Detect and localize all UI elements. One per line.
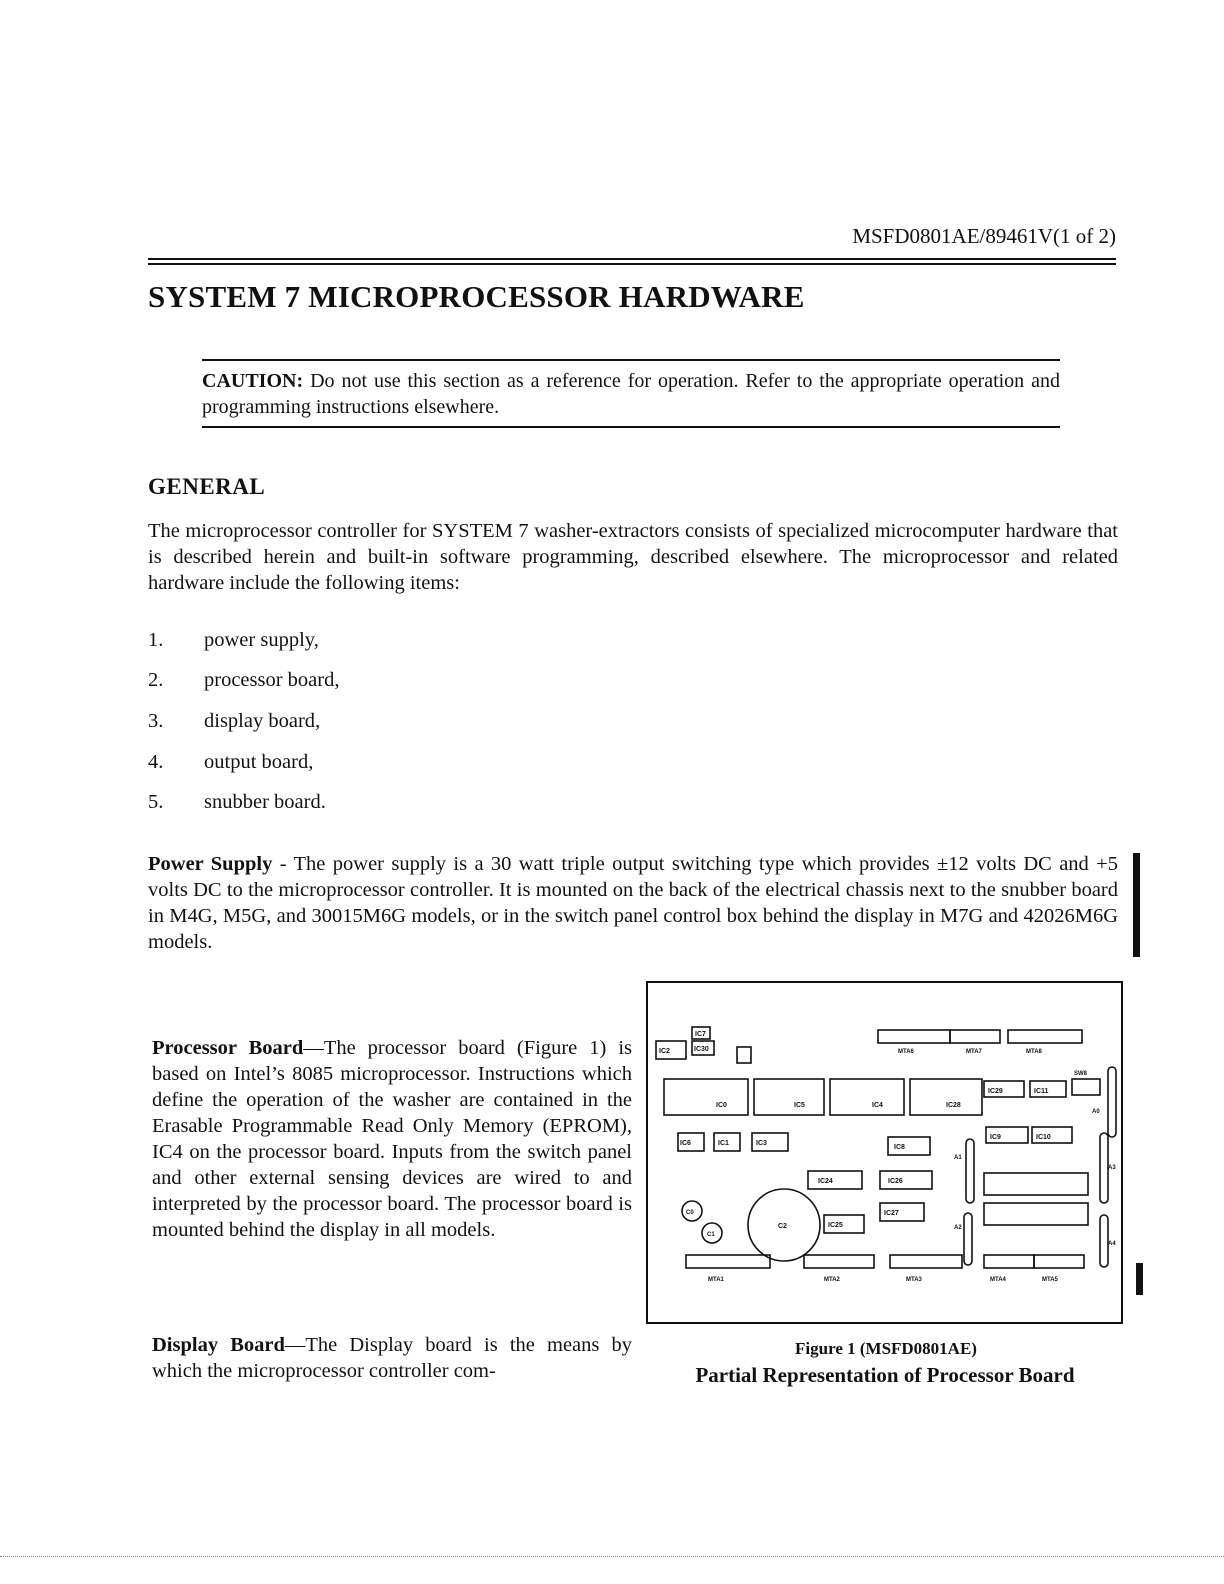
figure-caption-title: Partial Representation of Processor Board: [695, 1363, 1075, 1387]
processor-board-text: —The processor board (Figure 1) is based on Intel’s 8085 microprocessor. Instructions which define the operation of the washer are contained in the Erasable Programmable Read Only Memory (EPROM), IC4 on the processor board. Inputs from the switch panel and other external sensing devices are wired to and interpreted by the processor board. The processor board is mounted behind the display in all models.: [152, 1037, 633, 1241]
mta8-connector: [1008, 1030, 1082, 1043]
list-item: [148, 710, 320, 733]
mta4-label: MTA4: [990, 1277, 1006, 1283]
ic8-label: IC8: [894, 1144, 905, 1151]
ic4-label: IC4: [872, 1102, 883, 1109]
ic0-label: IC0: [716, 1102, 727, 1109]
mta2-connector: [804, 1255, 874, 1268]
ic5-chip: [754, 1079, 824, 1115]
mta8-label: MTA8: [1026, 1049, 1042, 1055]
ic24-chip: [808, 1171, 862, 1189]
ic5-label: IC5: [794, 1102, 805, 1109]
mta6-connector: [878, 1030, 950, 1043]
list-item: [148, 669, 339, 692]
relay-bank-lower: [984, 1203, 1088, 1225]
ic25-label: IC25: [828, 1222, 843, 1229]
c1-label: C1: [707, 1232, 715, 1238]
ic2-label: IC2: [659, 1048, 670, 1055]
ic0-chip: [664, 1079, 748, 1115]
document-id: MSFD0801AE/89461V(1 of 2): [852, 224, 1116, 248]
crystal-component: [737, 1047, 751, 1063]
ic26-label: IC26: [888, 1178, 903, 1185]
power-supply-paragraph: [148, 851, 1118, 955]
ic28-label: IC28: [946, 1102, 961, 1109]
figure-processor-board: [646, 981, 1123, 1324]
power-supply-text: - The power supply is a 30 watt triple output switching type which provides ±12 volts DC and +5 volts DC to the microprocessor controller. It is mounted on the back of the electrical chassis next to the snubber board in M4G, M5G, and 30015M6G models, or in the switch panel control box behind the display in M7G and 42026M6G models.: [148, 853, 1118, 953]
caution-label: CAUTION:: [202, 370, 304, 392]
mta2-label: MTA2: [824, 1277, 840, 1283]
processor-board-paragraph: [152, 1035, 632, 1243]
list-number: 3.: [148, 710, 164, 732]
list-text: processor board,: [204, 669, 340, 691]
section-heading-general: GENERAL: [148, 474, 266, 499]
mta3-label: MTA3: [906, 1277, 922, 1283]
ic10-label: IC10: [1036, 1134, 1051, 1141]
ic24-label: IC24: [818, 1178, 833, 1185]
a1-label: A1: [954, 1155, 962, 1161]
mta5-connector: [1034, 1255, 1084, 1268]
ic6-label: IC6: [680, 1140, 691, 1147]
list-number: 4.: [148, 751, 164, 773]
a2-label: A2: [954, 1225, 962, 1231]
figure-caption-number: Figure 1 (MSFD0801AE): [795, 1339, 977, 1358]
caution-note: [202, 368, 1060, 420]
mta3-connector: [890, 1255, 962, 1268]
change-bar: [1133, 853, 1140, 957]
list-text: output board,: [204, 751, 314, 773]
power-supply-label: Power Supply: [148, 853, 273, 875]
list-text: display board,: [204, 710, 321, 732]
header-rule: [148, 258, 1116, 265]
mta5-label: MTA5: [1042, 1277, 1058, 1283]
a1-connector: [966, 1139, 974, 1203]
ic3-label: IC3: [756, 1140, 767, 1147]
caution-top-rule: [202, 359, 1060, 361]
mta1-label: MTA1: [708, 1277, 724, 1283]
mta1-connector: [686, 1255, 770, 1268]
list-number: 1.: [148, 629, 164, 651]
scan-edge-noise: [0, 1556, 1224, 1557]
c2-label: C2: [778, 1223, 787, 1230]
list-number: 5.: [148, 791, 164, 813]
ic28-chip: [910, 1079, 982, 1115]
mta6-label: MTA6: [898, 1049, 914, 1055]
a0-label: A0: [1092, 1109, 1100, 1115]
switch-label: SW8: [1074, 1071, 1088, 1077]
display-board-paragraph: [152, 1332, 632, 1384]
list-number: 2.: [148, 669, 164, 691]
ic30-label: IC30: [694, 1046, 709, 1053]
display-board-text: —The Display board is the means by which the microprocessor controller com-: [152, 1334, 632, 1382]
a0-connector: [1108, 1067, 1116, 1137]
ic11-label: IC11: [1034, 1088, 1049, 1095]
relay-bank-upper: [984, 1173, 1088, 1195]
list-text: power supply,: [204, 629, 319, 651]
processor-board-diagram: [648, 983, 1121, 1322]
c0-label: C0: [686, 1210, 694, 1216]
general-intro: The microprocessor controller for SYSTEM 7 washer-extractors consists of specialized microcomputer hardware that is described herein and built-in software programming, described elsewhere. The microprocessor and related hardware include the following items:: [148, 520, 1118, 594]
ic9-label: IC9: [990, 1134, 1001, 1141]
a2-connector: [964, 1213, 972, 1265]
ic1-label: IC1: [718, 1140, 729, 1147]
mta7-connector: [950, 1030, 1000, 1043]
a3-connector: [1100, 1133, 1108, 1203]
ic29-label: IC29: [988, 1088, 1003, 1095]
page-title: SYSTEM 7 MICROPROCESSOR HARDWARE: [148, 279, 805, 314]
a4-label: A4: [1108, 1241, 1116, 1247]
ic7-label: IC7: [695, 1031, 706, 1038]
list-text: snubber board.: [204, 791, 326, 813]
caution-bottom-rule: [202, 426, 1060, 428]
list-item: [148, 629, 319, 652]
ic27-label: IC27: [884, 1210, 899, 1217]
ic4-chip: [830, 1079, 904, 1115]
list-item: [148, 791, 326, 814]
change-bar: [1136, 1263, 1143, 1295]
mta7-label: MTA7: [966, 1049, 982, 1055]
switch-bank: [1072, 1079, 1100, 1095]
processor-board-label: Processor Board: [152, 1037, 304, 1059]
a3-label: A3: [1108, 1165, 1116, 1171]
display-board-label: Display Board: [152, 1334, 285, 1356]
list-item: [148, 751, 313, 774]
caution-text: Do not use this section as a reference for operation. Refer to the appropriate operation and programming instructions elsewhere.: [202, 370, 1060, 418]
mta4-connector: [984, 1255, 1034, 1268]
a4-connector: [1100, 1215, 1108, 1267]
